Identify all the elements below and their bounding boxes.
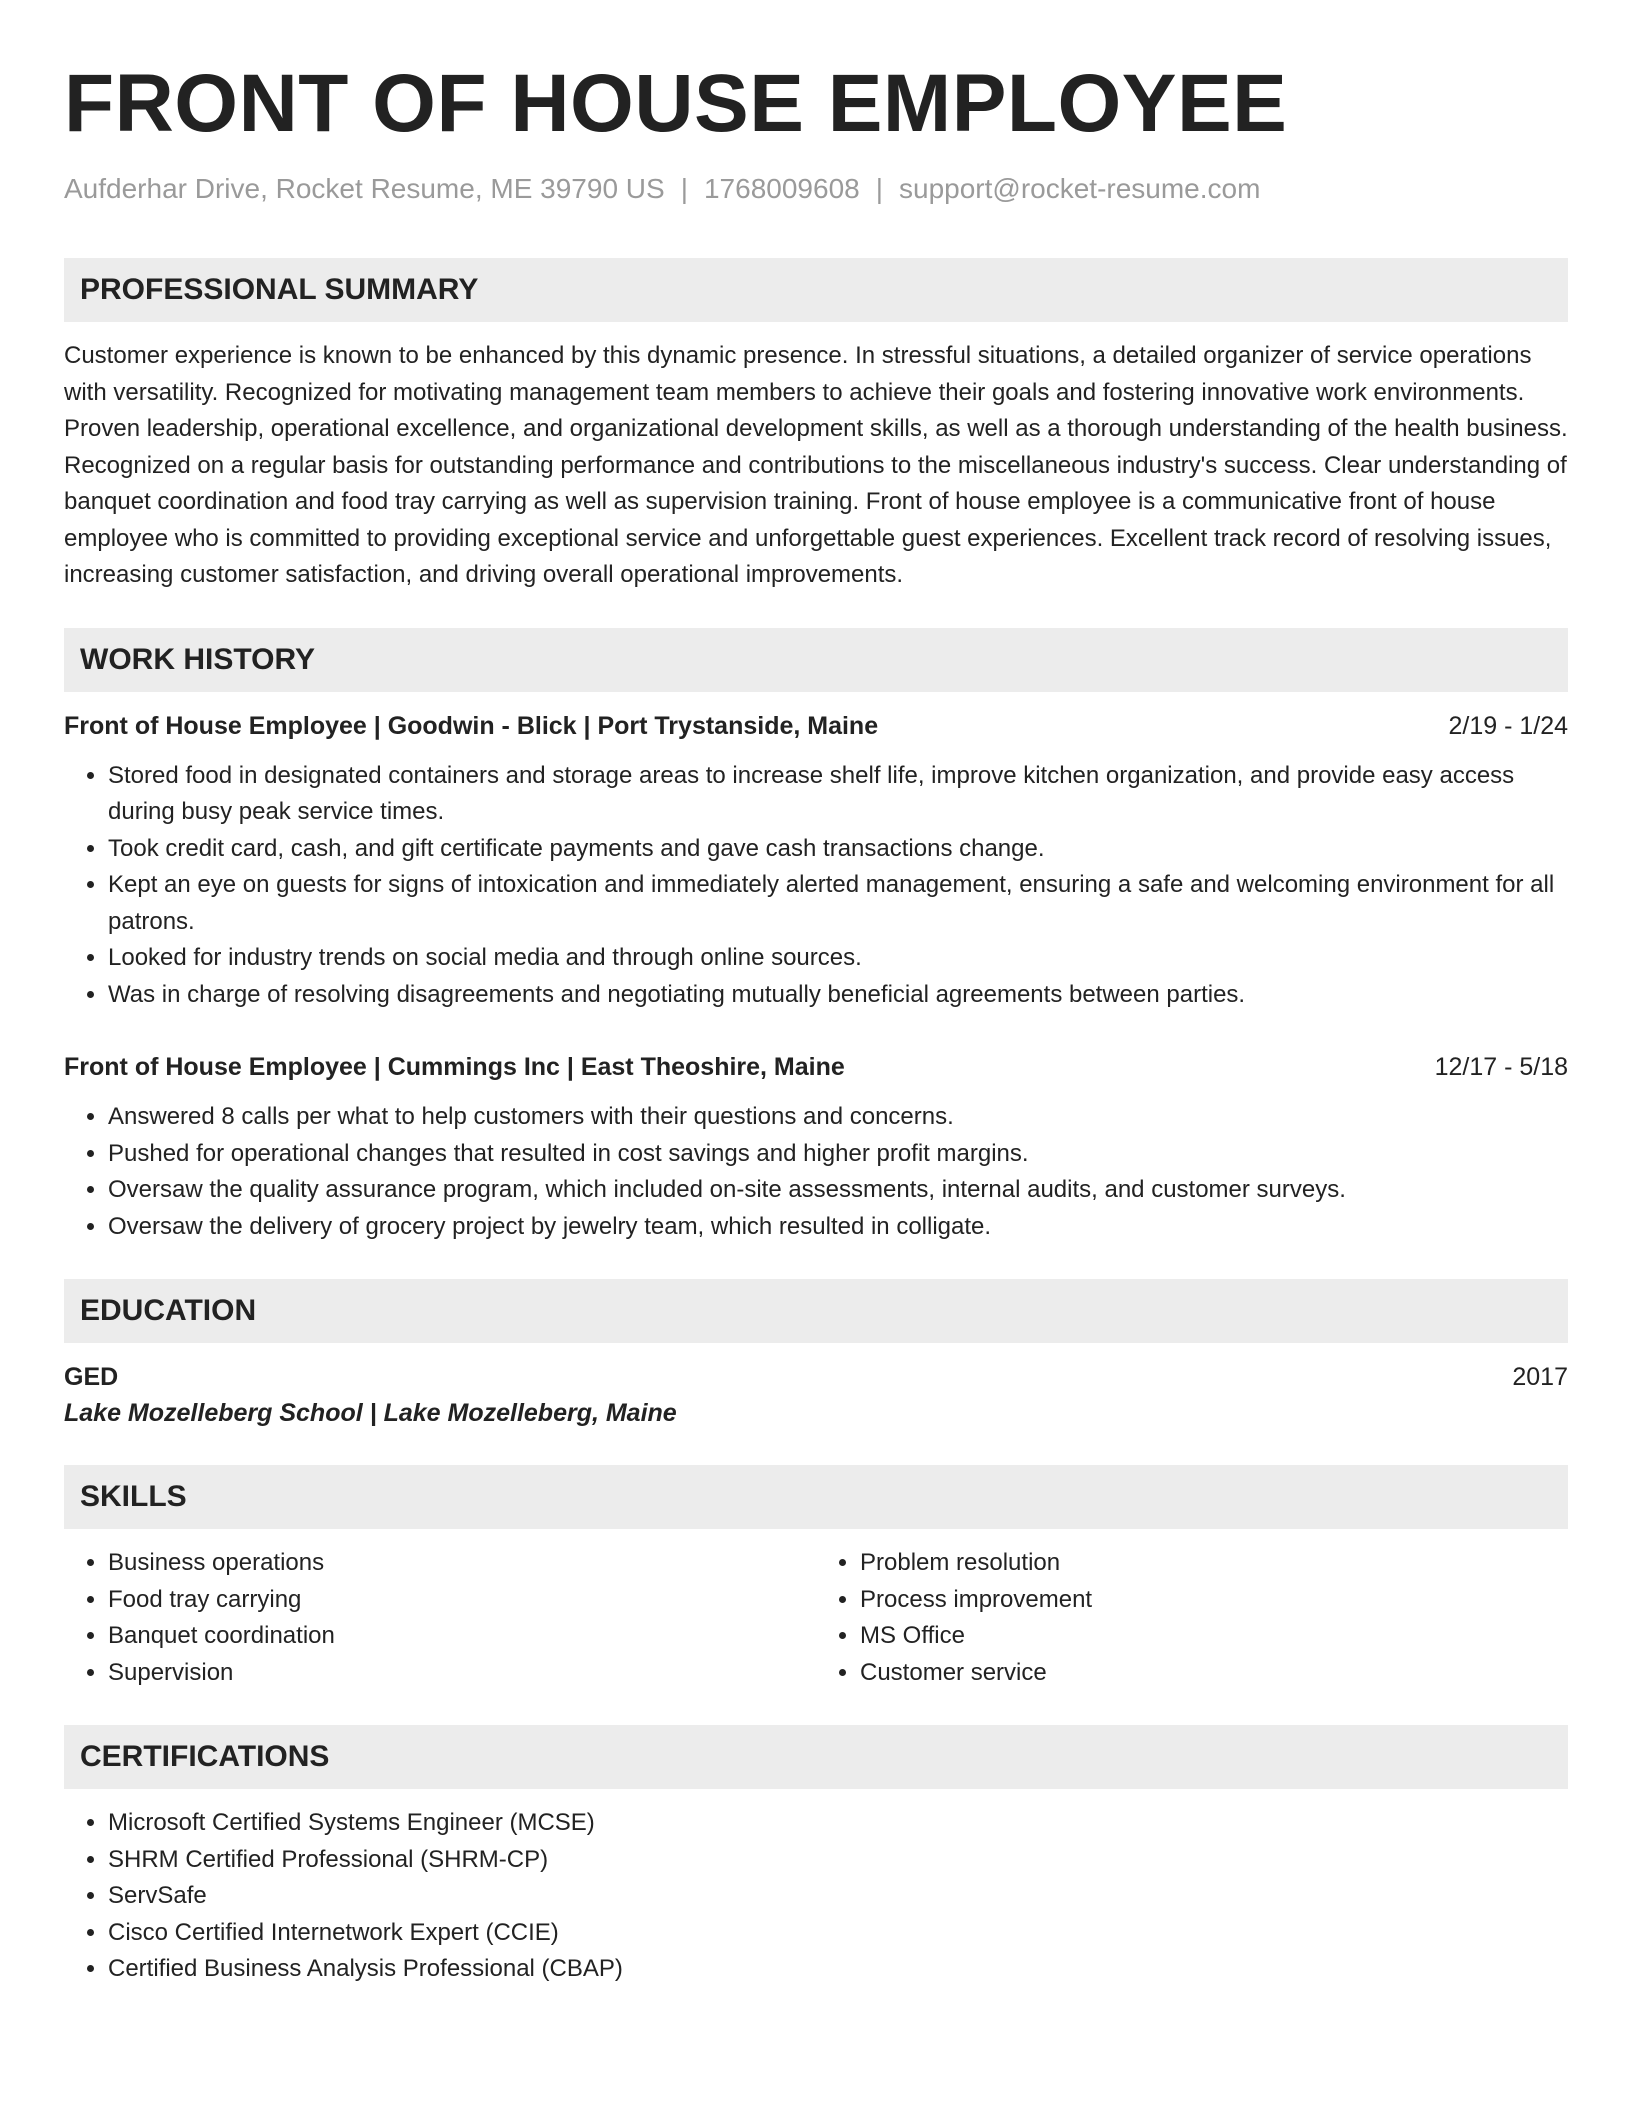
skills-bullets <box>64 1545 816 1691</box>
candidate-name: FRONT OF HOUSE EMPLOYEE <box>64 58 1288 149</box>
skill-item: • Customer service <box>860 1655 1568 1692</box>
contact-address: Aufderhar Drive, Rocket Resume, ME 39790 US <box>64 173 665 204</box>
job-bullet: • Was in charge of resolving disagreements and negotiating mutually beneficial agreements between parties. <box>108 977 1568 1014</box>
contact-separator: | <box>680 173 688 204</box>
contact-phone: 1768009608 <box>703 173 860 204</box>
job-bullet: • Pushed for operational changes that resulted in cost savings and higher profit margins. <box>108 1136 1568 1173</box>
education-entry <box>64 1359 1568 1395</box>
education-year: 2017 <box>1512 1363 1568 1391</box>
certification-item: • ServSafe <box>108 1878 1568 1915</box>
skill-item: • Banquet coordination <box>108 1618 816 1655</box>
skills-column-left <box>64 1545 816 1691</box>
certifications-heading: CERTIFICATIONS <box>64 1725 1568 1789</box>
job-bullet: • Oversaw the delivery of grocery project by jewelry team, which resulted in colligate. <box>108 1209 1568 1246</box>
skill-item: • Business operations <box>108 1545 816 1582</box>
job-bullet: • Took credit card, cash, and gift certificate payments and gave cash transactions change. <box>108 831 1568 868</box>
certifications-bullets <box>64 1805 1568 1988</box>
job-title: Front of House Employee | Cummings Inc | East Theoshire, Maine <box>64 1053 845 1081</box>
contact-email: support@rocket-resume.com <box>899 173 1261 204</box>
job-bullet: • Oversaw the quality assurance program, which included on-site assessments, internal audits, and customer surveys. <box>108 1172 1568 1209</box>
skill-item: • Process improvement <box>860 1582 1568 1619</box>
summary-heading: PROFESSIONAL SUMMARY <box>64 258 1568 322</box>
job-header <box>64 708 1568 744</box>
skill-item: • MS Office <box>860 1618 1568 1655</box>
job-bullet: • Looked for industry trends on social media and through online sources. <box>108 940 1568 977</box>
skills-column-right <box>816 1545 1568 1691</box>
work-history-heading: WORK HISTORY <box>64 628 1568 692</box>
summary-text: Customer experience is known to be enhanced by this dynamic presence. In stressful situations, a detailed organizer of service operations with versatility. Recognized for motivating management team members to achieve their goals and fostering innovative work environments. Proven leadership, operational excellence, and organizational development skills, as well as a thorough understanding of the health business. Recognized on a regular basis for outstanding performance and contributions to the miscellaneous industry's success. Clear understanding of banquet coordination and food tray carrying as well as supervision training. Front of house employee is a communicative front of house employee who is committed to providing exceptional service and unforgettable guest experiences. Excellent track record of resolving issues, increasing customer satisfaction, and driving overall operational improvements. <box>64 342 1568 588</box>
job-bullet: • Answered 8 calls per what to help customers with their questions and concerns. <box>108 1099 1568 1136</box>
job-entry <box>64 1049 1568 1245</box>
job-dates: 2/19 - 1/24 <box>1448 711 1568 740</box>
job-title: Front of House Employee | Goodwin - Blick | Port Trystanside, Maine <box>64 711 879 740</box>
skills-heading: SKILLS <box>64 1465 1568 1529</box>
certification-item: • Cisco Certified Internetwork Expert (CCIE) <box>108 1915 1568 1952</box>
job-bullet: • Stored food in designated containers and storage areas to increase shelf life, improve kitchen organization, and provide easy access during busy peak service times. <box>108 758 1568 831</box>
job-bullet: • Kept an eye on guests for signs of intoxication and immediately alerted management, ensuring a safe and welcoming environment for all patrons. <box>108 867 1568 940</box>
education-degree: GED <box>64 1363 119 1391</box>
skills-bullets <box>816 1545 1568 1691</box>
job-dates: 12/17 - 5/18 <box>1434 1053 1568 1081</box>
contact-separator: | <box>875 173 883 204</box>
job-bullets <box>64 758 1568 1014</box>
certifications-list <box>64 1805 1568 1988</box>
certification-item: • Microsoft Certified Systems Engineer (MCSE) <box>108 1805 1568 1842</box>
job-header <box>64 1049 1568 1085</box>
skill-item: • Supervision <box>108 1655 816 1692</box>
job-bullets <box>64 1099 1568 1245</box>
skill-item: • Problem resolution <box>860 1545 1568 1582</box>
skill-item: • Food tray carrying <box>108 1582 816 1619</box>
certification-item: • SHRM Certified Professional (SHRM-CP) <box>108 1842 1568 1879</box>
contact-line <box>64 172 1568 206</box>
certification-item: • Certified Business Analysis Professional (CBAP) <box>108 1951 1568 1988</box>
skills-list <box>64 1545 1568 1691</box>
education-heading: EDUCATION <box>64 1279 1568 1343</box>
job-entry <box>64 708 1568 1014</box>
education-school: Lake Mozelleberg School | Lake Mozelleberg, Maine <box>64 1399 677 1427</box>
